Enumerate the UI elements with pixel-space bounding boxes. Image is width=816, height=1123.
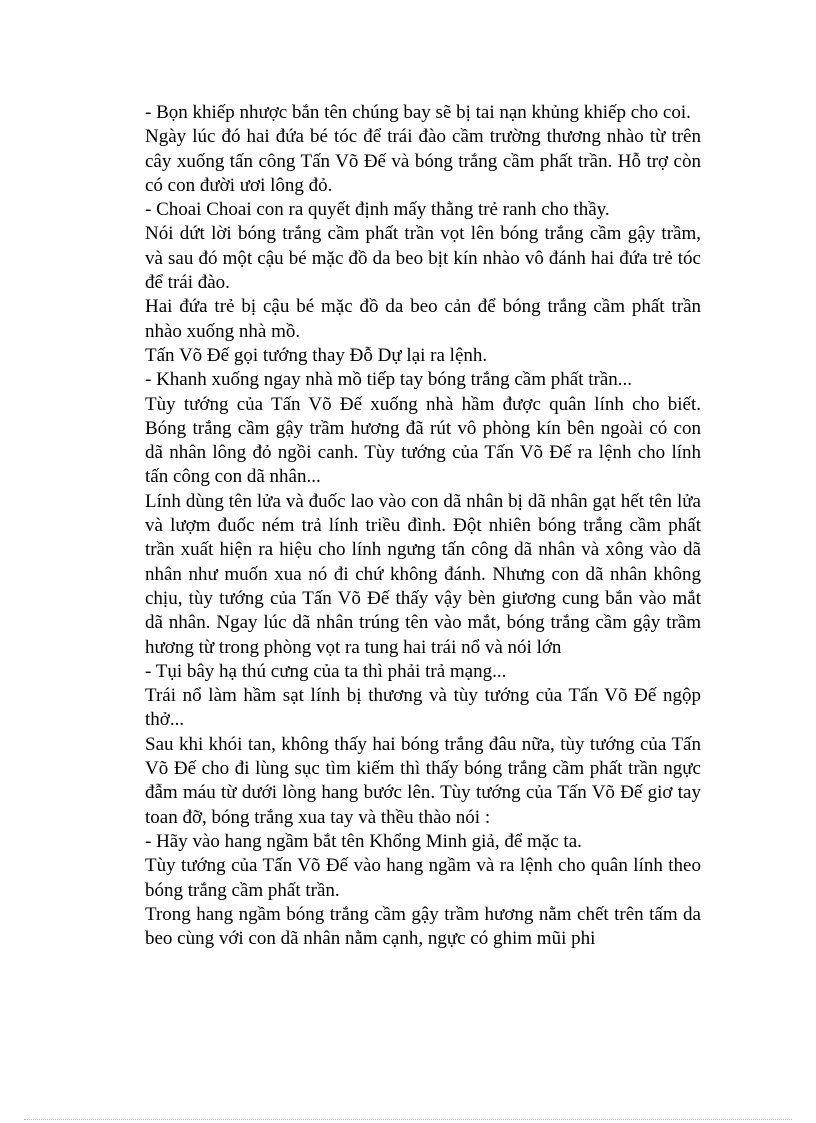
paragraph: Trong hang ngầm bóng trắng cầm gậy trầm hương nằm chết trên tấm da beo cùng với con dã nhân nằm cạnh, ngực có ghim mũi phi (145, 903, 701, 950)
paragraph: Ngày lúc đó hai đứa bé tóc để trái đào cầm trường thương nhào từ trên cây xuống tấn công Tấn Võ Đế và bóng trắng cầm phất trần. Hỗ trợ còn có con đười ươi lông đỏ. (145, 126, 701, 196)
paragraph: - Khanh xuống ngay nhà mồ tiếp tay bóng trắng cầm phất trần... (145, 369, 633, 391)
paragraph: - Hãy vào hang ngầm bắt tên Khổng Minh giả, để mặc ta. (145, 830, 582, 852)
document-body (145, 101, 701, 951)
page-bottom-dotted-rule (24, 1119, 792, 1120)
paragraph: Tùy tướng của Tấn Võ Đế xuống nhà hầm được quân lính cho biết. Bóng trắng cầm gậy trầm hương đã rút vô phòng kín bên ngoài có con dã nhân lông đỏ ngồi canh. Tùy tướng của Tấn Võ Đế ra lệnh cho lính tấn công con dã nhân... (145, 393, 701, 488)
paragraph: Lính dùng tên lửa và đuốc lao vào con dã nhân bị dã nhân gạt hết tên lửa và lượm đuốc ném trả lính triều đình. Đột nhiên bóng trắng cầm phất trần xuất hiện ra hiệu cho lính ngưng tấn công dã nhân và xông vào dã nhân như muốn xua nó đi chứ không đánh. Nhưng con dã nhân không chịu, tùy tướng của Tấn Võ Đế thấy vậy bèn giương cung bắn vào mắt dã nhân. Ngay lúc dã nhân trúng tên vào mắt, bóng trắng cầm gậy trầm hương từ trong phòng vọt ra tung hai trái nổ và nói lớn (145, 490, 701, 658)
paragraph: Tùy tướng của Tấn Võ Đế vào hang ngầm và ra lệnh cho quân lính theo bóng trắng cầm phất trần. (145, 855, 701, 901)
paragraph: Sau khi khói tan, không thấy hai bóng trắng đâu nữa, tùy tướng của Tấn Võ Đế cho đi lùng sục tìm kiếm thì thấy bóng trắng cầm phất trần ngực đẫm máu từ dưới lòng hang bước lên. Tùy tướng của Tấn Võ Đế giơ tay toan đỡ, bóng trắng xua tay và thều thào nói : (145, 733, 701, 828)
paragraph: Nói dứt lời bóng trắng cầm phất trần vọt lên bóng trắng cầm gậy trầm, và sau đó một cậu bé mặc đồ da beo bịt kín nhào vô đánh hai đứa trẻ tóc để trái đào. (145, 223, 701, 294)
paragraph: Tấn Võ Đế gọi tướng thay Đỗ Dự lại ra lệnh. (145, 344, 488, 366)
paragraph: Trái nổ làm hầm sạt lính bị thương và tùy tướng của Tấn Võ Đế ngộp thở... (145, 685, 701, 731)
paragraph: - Bọn khiếp nhược bắn tên chúng bay sẽ bị tai nạn khủng khiếp cho coi. (145, 102, 691, 123)
paragraph: Hai đứa trẻ bị cậu bé mặc đồ da beo cản để bóng trắng cầm phất trần nhào xuống nhà mồ. (145, 296, 701, 342)
paragraph: - Choai Choai con ra quyết định mấy thằng trẻ ranh cho thầy. (145, 199, 610, 221)
paragraph: - Tụi bây hạ thú cưng của ta thì phải trả mạng... (145, 660, 507, 682)
